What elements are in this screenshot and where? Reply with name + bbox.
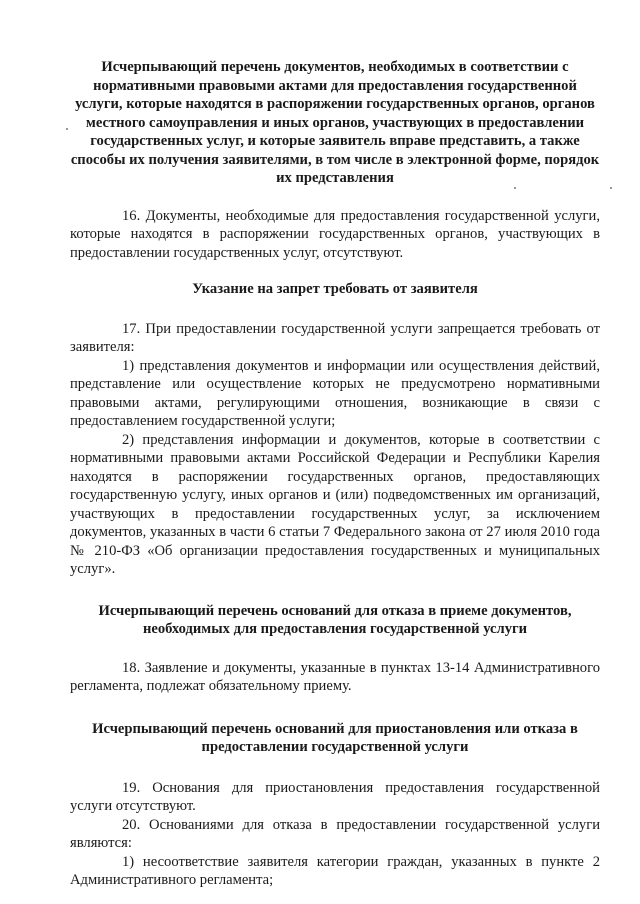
scan-speck (66, 128, 68, 130)
section-heading-documents-list: Исчерпывающий перечень документов, необходимых в соответствии с нормативными правовыми актами для предоставления государственной услуги, которые находятся в распоряжении государственных органов, органов местного самоуправления и иных органов, участвующих в предоставлении государственных услуг, и которые заявитель вправе представить, а также способы их получения заявителями, в том числе в электронной форме, порядок их представления (70, 59, 600, 186)
paragraph-17-item-1: 1) представления документов и информации или осуществления действий, представление или осуществление которых не предусмотрено нормативными правовыми актами, регулирующими отношения, возникающие в связи с предоставлением государственной услуги; (70, 357, 600, 429)
paragraph-18: 18. Заявление и документы, указанные в пунктах 13-14 Административного регламента, подлежат обязательному приему. (70, 659, 600, 694)
paragraph-19: 19. Основания для приостановления предоставления государственной услуги отсутствуют. (70, 779, 600, 814)
document-body (70, 58, 600, 890)
paragraph-20-item-1: 1) несоответствие заявителя категории граждан, указанных в пункте 2 Административного регламента; (70, 853, 600, 888)
scan-speck (514, 187, 516, 189)
paragraph-17: 17. При предоставлении государственной услуги запрещается требовать от заявителя: (70, 320, 600, 355)
section-heading-suspension-refusal: Исчерпывающий перечень оснований для приостановления или отказа в предоставлении государственной услуги (92, 720, 578, 755)
section-heading-prohibition: Указание на запрет требовать от заявителя (192, 281, 478, 297)
paragraph-17-item-2: 2) представления информации и документов, которые в соответствии с нормативными правовыми актами Российской Федерации и Республики Карелия находятся в распоряжении государственных органов, предоставляющих государственную услугу, иных органов и (или) подведомственных им организаций, участвующих в предоставлении государственных услуг, за исключением документов, указанных в части 6 статьи 7 Федерального закона от 27 июля 2010 года № 210-ФЗ «Об организации предоставления государственных и муниципальных услуг». (70, 431, 600, 577)
paragraph-16: 16. Документы, необходимые для предоставления государственной услуги, которые находятся в распоряжении государственных органов, участвующих в предоставлении государственных услуг, отсутствуют. (70, 207, 600, 261)
section-heading-refusal-acceptance: Исчерпывающий перечень оснований для отказа в приеме документов, необходимых для предоставления государственной услуги (98, 602, 572, 637)
paragraph-20: 20. Основаниями для отказа в предоставлении государственной услуги являются: (70, 816, 600, 851)
scan-speck (610, 187, 612, 189)
